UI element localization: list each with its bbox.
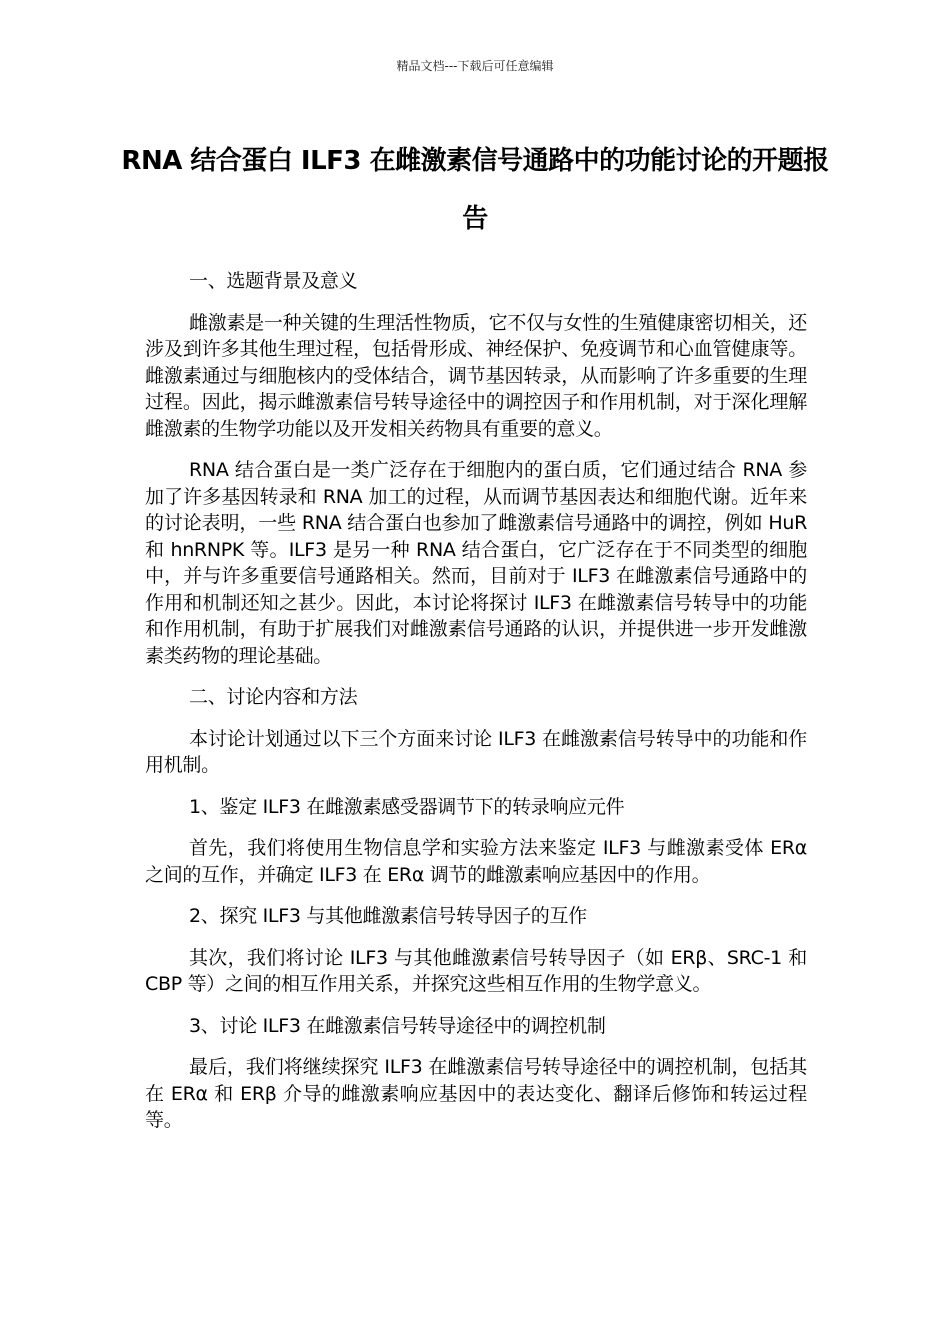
paragraph-aim-1: 首先，我们将使用生物信息学和实验方法来鉴定 ILF3 与雌激素受体 ERα 之间的互作，并确定 ILF3 在 ERα 调节的雌激素响应基因中的作用。 (145, 837, 807, 886)
section-heading-background: 一、选题背景及意义 (189, 270, 358, 292)
paragraph-aim-2: 其次，我们将讨论 ILF3 与其他雌激素信号转导因子（如 ERβ、SRC-1 和 CBP 等）之间的相互作用关系，并探究这些相互作用的生物学意义。 (145, 946, 807, 995)
paragraph-plan-overview: 本讨论计划通过以下三个方面来讨论 ILF3 在雌激素信号转导中的功能和作用机制。 (145, 727, 807, 776)
document-title: RNA 结合蛋白 ILF3 在雌激素信号通路中的功能讨论的开题报告 (121, 146, 829, 234)
document-body (145, 268, 807, 1149)
paragraph-estrogen-intro: 雌激素是一种关键的生理活性物质，它不仅与女性的生殖健康密切相关，还涉及到许多其他生理过程，包括骨形成、神经保护、免疫调节和心血管健康等。雌激素通过与细胞核内的受体结合，调节基因转录，从而影响了许多重要的生理过程。因此，揭示雌激素信号转导途径中的调控因子和作用机制，对于深化理解雌激素的生物学功能以及开发相关药物具有重要的意义。 (145, 311, 807, 440)
header-note: 精品文档---下载后可任意编辑 (396, 59, 554, 73)
paragraph-rna-binding-protein: RNA 结合蛋白是一类广泛存在于细胞内的蛋白质，它们通过结合 RNA 参加了许多基因转录和 RNA 加工的过程，从而调节基因表达和细胞代谢。近年来的讨论表明，一些 RNA 结合蛋白也参加了雌激素信号通路中的调控，例如 HuR 和 hnRNPK 等。ILF3 是另一种 RNA 结合蛋白，它广泛存在于不同类型的细胞中，并与许多重要信号通路相关。然而，目前对于 ILF3 在雌激素信号通路中的作用和机制还知之甚少。因此，本讨论将探讨 ILF3 在雌激素信号转导中的功能和作用机制，有助于扩展我们对雌激素信号通路的认识，并提供进一步开发雌激素类药物的理论基础。 (145, 459, 807, 667)
subheading-aim-1: 1、鉴定 ILF3 在雌激素感受器调节下的转录响应元件 (189, 795, 625, 818)
subheading-aim-2: 2、探究 ILF3 与其他雌激素信号转导因子的互作 (189, 905, 587, 927)
paragraph-aim-3: 最后，我们将继续探究 ILF3 在雌激素信号转导途径中的调控机制，包括其在 ERα 和 ERβ 介导的雌激素响应基因中的表达变化、翻译后修饰和转运过程等。 (145, 1056, 807, 1131)
section-heading-content-methods: 二、讨论内容和方法 (189, 686, 358, 708)
subheading-aim-3: 3、讨论 ILF3 在雌激素信号转导途径中的调控机制 (189, 1014, 606, 1037)
